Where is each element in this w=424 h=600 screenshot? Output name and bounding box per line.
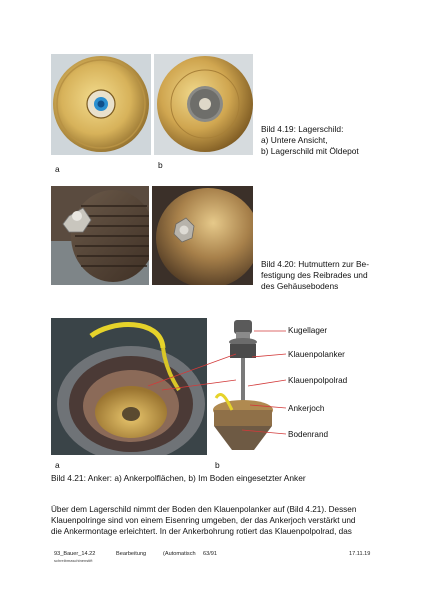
annotation-klauenpolanker: Klauenpolanker [288, 350, 345, 359]
caption-bild-4-19: Bild 4.19: Lagerschild: a) Untere Ansicht, b) Lagerschild mit Öldepot [261, 124, 359, 156]
body-paragraph: Über dem Lagerschild nimmt der Boden den Klauenpolanker auf (Bild 4.21). Dessen Klauenpolringe sind von einem Eisenring umgeben, der das Ankerjoch verstärkt und die Ankermontage erleichtert. In der Ankerbohrung rotiert das Klauenpolpolrad, das [51, 505, 357, 537]
photo-lagerschild-oeldepot [154, 54, 253, 155]
footer-date: 17.11.19 [349, 551, 371, 557]
photo-hutmutter-gehaeuseboden [152, 186, 253, 285]
photo-lagerschild-untere-ansicht [51, 54, 151, 155]
annotation-leader-lines-left [140, 352, 240, 412]
annotation-bodenrand: Bodenrand [288, 430, 329, 439]
footer-filename-sub: schreibmaschinenstift [54, 558, 93, 563]
footer-mode: (Automatisch [163, 551, 196, 557]
annotation-klauenpolpolrad: Klauenpolpolrad [288, 376, 348, 385]
footer-status: Bearbeitung [116, 551, 147, 557]
footer-page-number: 63/91 [203, 551, 217, 557]
annotation-ankerjoch: Ankerjoch [288, 404, 325, 413]
caption-bild-4-20: Bild 4.20: Hutmuttern zur Be- festigung des Reibrades und des Gehäusebodens [261, 259, 369, 291]
label-4-19-a: a [55, 164, 60, 174]
label-4-21-a: a [55, 460, 60, 470]
annotation-kugellager: Kugellager [288, 326, 328, 335]
caption-bild-4-21: Bild 4.21: Anker: a) Ankerpolflächen, b) Im Boden eingesetzter Anker [51, 473, 306, 483]
footer-filename: 93_Bauer_14.22 [54, 551, 96, 557]
label-4-19-b: b [158, 160, 163, 170]
photo-hutmutter-reibrad [51, 186, 149, 285]
label-4-21-b: b [215, 460, 220, 470]
